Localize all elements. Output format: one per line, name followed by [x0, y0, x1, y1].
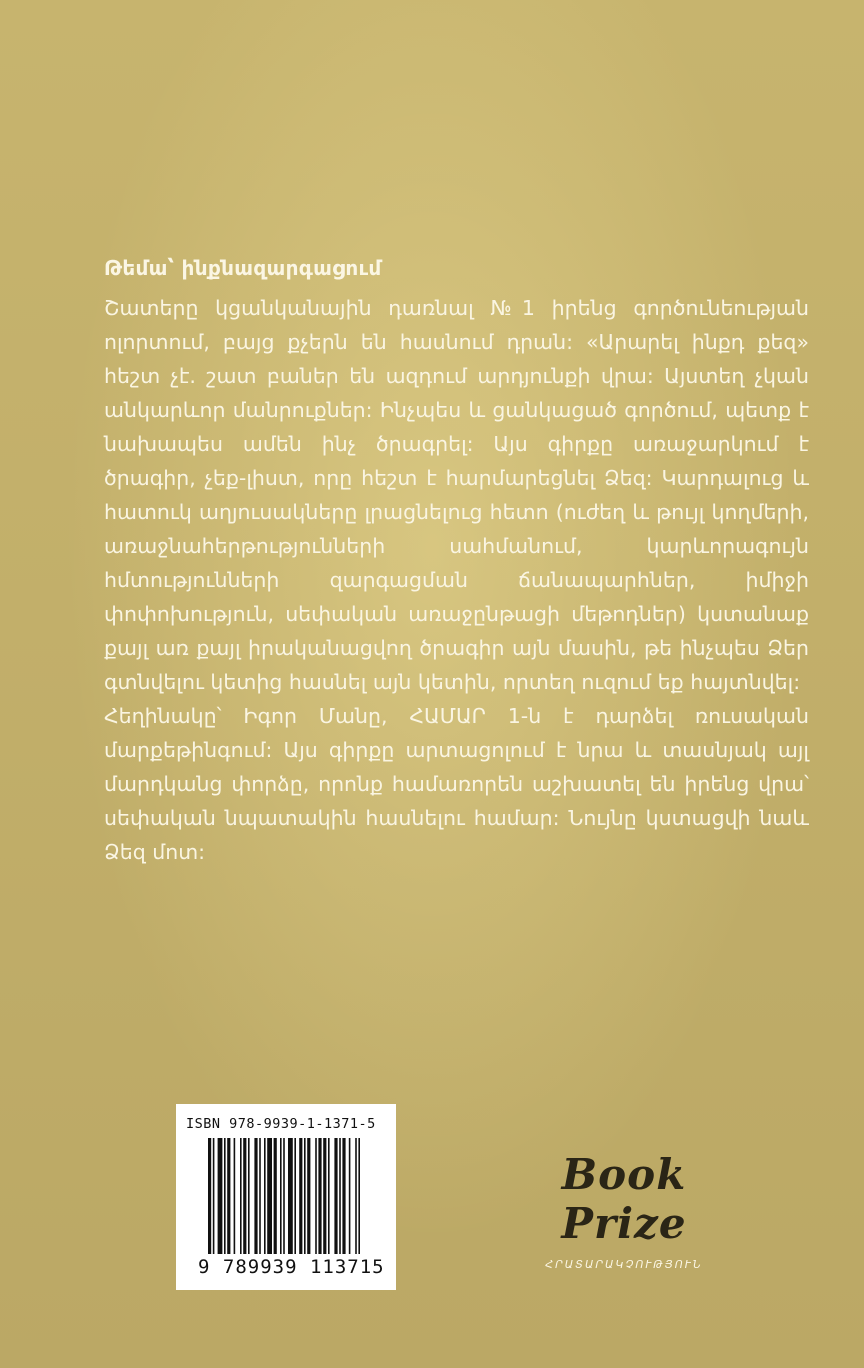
blurb [104, 291, 809, 869]
blurb-paragraph-2: Հեղինակը՝ Իգոր Մանը, ՀԱՄԱՐ 1-ն է դարձել ռուսական մարքեթինգում: Այս գիրքը արտացոլում է նրա և տասնյակ այլ մարդկանց փորձը, որոնք համառորեն աշխատել են իրենց վրա՝ սեփական նպատակին հասնելու համար: Նույնը կստացվի նաև Ձեզ մոտ: [104, 704, 809, 864]
theme-heading: Թեմա՝ ինքնազարգացում [104, 256, 382, 280]
isbn-number: ISBN 978-9939-1-1371-5 [186, 1116, 376, 1132]
isbn-barcode-label [176, 1104, 396, 1290]
publisher-name: Book Prize [561, 1150, 687, 1248]
barcode-icon [208, 1138, 364, 1254]
ean-digits: 9 789939 113715 [198, 1256, 385, 1278]
publisher-logo [504, 1150, 744, 1271]
publisher-subtitle: ՀՐԱՏԱՐԱԿՉՈՒԹՅՈՒՆ [545, 1258, 703, 1271]
blurb-paragraph-1: Շատերը կցանկանային դառնալ №1 իրենց գործունեության ոլորտում, բայց քչերն են հասնում դրան: «Արարել ինքդ քեզ» հեշտ չէ. շատ բաներ են ազդում արդյունքի վրա: Այստեղ չկան անկարևոր մանրուքներ: Ինչպես և ցանկացած գործում, պետք է նախապես ամեն ինչ ծրագրել: Այս գիրքը առաջարկում է ծրագիր, չեք-լիստ, որը հեշտ է հարմարեցնել Ձեզ: Կարդալուց և հատուկ աղյուսակները լրացնելուց հետո (ուժեղ և թույլ կողմերի, առաջնահերթությունների սահմանում, կարևորագույն հմտությունների զարգացման ճանապարհներ, իմիջի փոփոխություն, սեփական առաջընթացի մեթոդներ) կստանաք քայլ առ քայլ իրականացվող ծրագիր այն մասին, թե ինչպես Ձեր գտնվելու կետից հասնել այն կետին, որտեղ ուզում եք հայտնվել: [104, 296, 809, 694]
